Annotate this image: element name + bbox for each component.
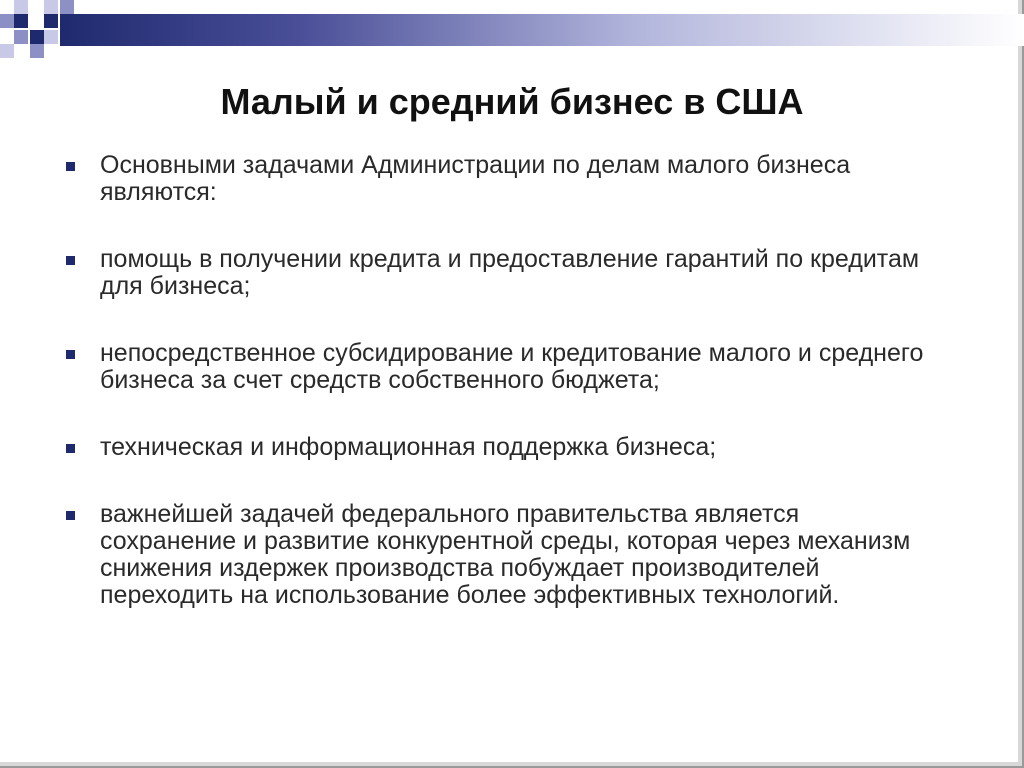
bullet-text: техническая и информационная поддержка бизнеса; (100, 433, 717, 461)
square-bullet-icon (66, 350, 75, 359)
bullet-text: Основными задачами Администрации по делам малого бизнеса являются: (100, 151, 851, 206)
square-bullet-icon (66, 444, 75, 453)
slide-title: Малый и средний бизнес в США (220, 81, 804, 122)
square-bullet-icon (66, 162, 75, 171)
header-gradient-band (60, 14, 1024, 46)
square-bullet-icon (66, 256, 75, 265)
bullet-text: важнейшей задачей федерального правительства является сохранение и развитие конкурентной среды, которая через механизм снижения издержек производства побуждает производителей переходить на использование более эффективных технологий. (100, 500, 911, 609)
bullet-item (60, 434, 940, 461)
bullet-text: непосредственное субсидирование и кредитование малого и среднего бизнеса за счет средств собственного бюджета; (100, 339, 924, 394)
header-decoration (0, 0, 1024, 60)
bullet-item (60, 501, 940, 609)
bullet-text: помощь в получении кредита и предоставление гарантий по кредитам для бизнеса; (100, 245, 920, 300)
bullet-item (60, 340, 940, 394)
bullet-item (60, 152, 940, 206)
square-bullet-icon (66, 511, 75, 520)
bullet-list (60, 152, 940, 649)
bullet-item (60, 246, 940, 300)
